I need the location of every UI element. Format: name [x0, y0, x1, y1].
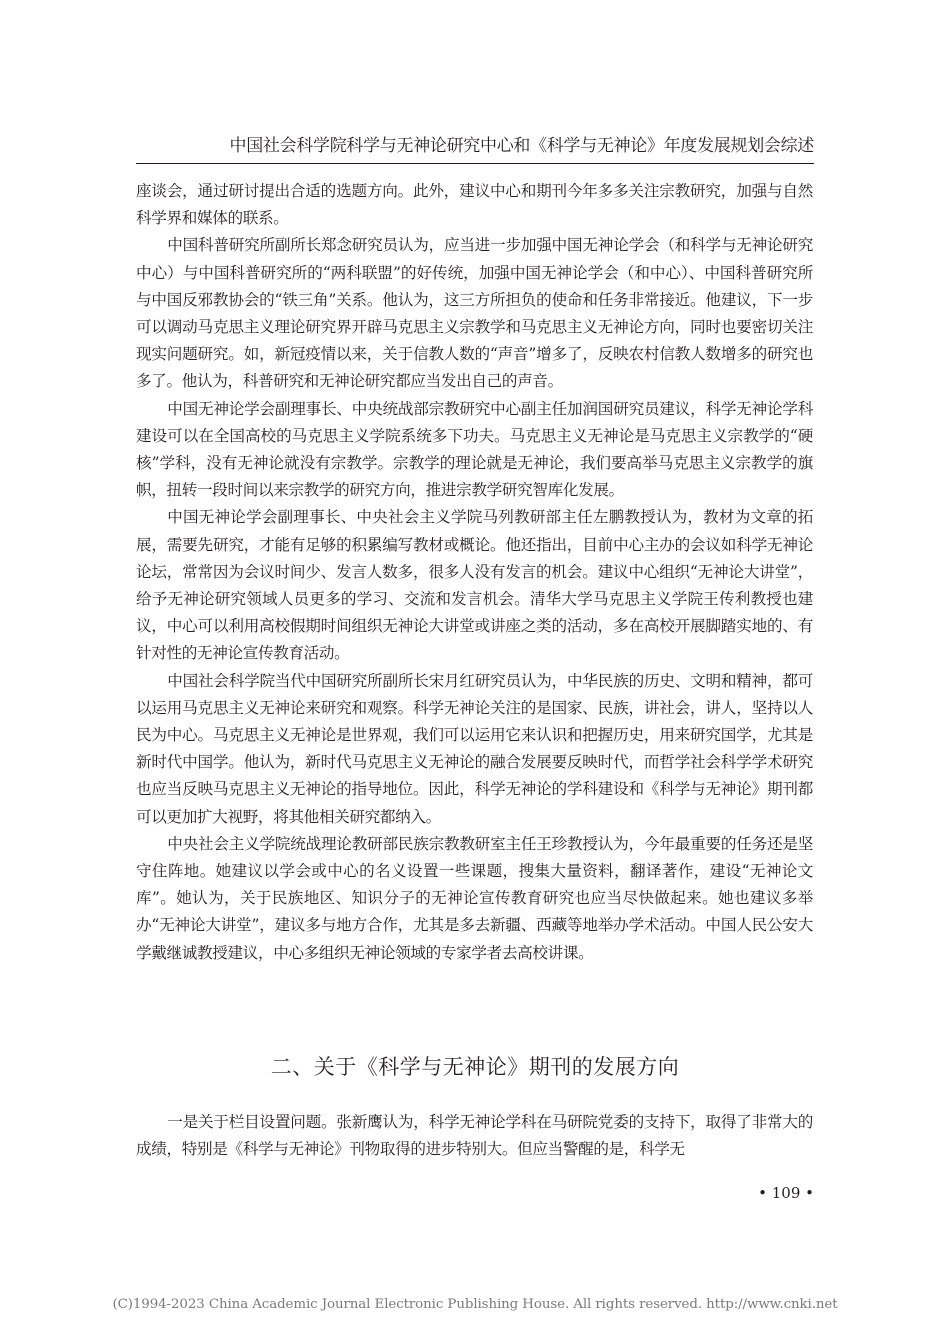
copyright-notice: (C)1994-2023 China Academic Journal Electronic Publishing House. All rights reserved. http://www.cnki.net [112, 1297, 838, 1312]
section-heading: 二、关于《科学与无神论》期刊的发展方向 [270, 1055, 680, 1079]
page-number: • 109 • [758, 1184, 814, 1202]
paragraph-column-setting: 一是关于栏目设置问题。张新鹰认为，科学无神论学科在马研院党委的支持下，取得了非常大的成绩，特别是《科学与无神论》刊物取得的进步特别大。但应当警醒的是，科学无 [136, 1113, 813, 1159]
section-text [136, 1109, 813, 1163]
paragraph-jia-runguo: 中国无神论学会副理事长、中央统战部宗教研究中心副主任加润国研究员建议，科学无神论学科建设可以在全国高校的马克思主义学院系统多下功夫。马克思主义无神论是马克思主义宗教学的“硬核”学科，没有无神论就没有宗教学。宗教学的理论就是无神论，我们要高举马克思主义宗教学的旗帜，扭转一段时间以来宗教学的研究方向，推进宗教学研究智库化发展。 [136, 399, 813, 500]
paragraph-zheng-nian: 中国科普研究所副所长郑念研究员认为，应当进一步加强中国无神论学会（和科学与无神论研究中心）与中国科普研究所的“两科联盟”的好传统，加强中国无神论学会（和中心）、中国科普研究所与中国反邪教协会的“铁三角”关系。他认为，这三方所担负的使命和任务非常接近。他建议，下一步可以调动马克思主义理论研究界开辟马克思主义宗教学和马克思主义无神论方向，同时也要密切关注现实问题研究。如，新冠疫情以来，关于信教人数的“声音”增多了，反映农村信教人数增多的研究也多了。他认为，科普研究和无神论研究都应当发出自己的声音。 [136, 236, 813, 391]
header-rule [136, 163, 814, 164]
paragraph-song-yuehong: 中国社会科学院当代中国研究所副所长宋月红研究员认为，中华民族的历史、文明和精神，都可以运用马克思主义无神论来研究和观察。科学无神论关注的是国家、民族，讲社会，讲人，坚持以人民为中心。马克思主义无神论是世界观，我们可以运用它来认识和把握历史，用来研究国学，尤其是新时代中国学。他认为，新时代马克思主义无神论的融合发展要反映时代，而哲学社会科学学术研究也应当反映马克思主义无神论的指导地位。因此，科学无神论的学科建设和《科学与无神论》期刊都可以更加扩大视野，将其他相关研究都纳入。 [136, 671, 813, 826]
main-text [136, 178, 813, 967]
paragraph-wang-zhen: 中央社会主义学院统战理论教研部民族宗教教研室主任王珍教授认为，今年最重要的任务还是坚守住阵地。她建议以学会或中心的名义设置一些课题，搜集大量资料，翻译著作，建设“无神论文库”。她认为，关于民族地区、知识分子的无神论宣传教育研究也应当尽快做起来。她也建议多举办“无神论大讲堂”，建议多与地方合作，尤其是多去新疆、西藏等地举办学术活动。中国人民公安大学戴继诚教授建议，中心多组织无神论领域的专家学者去高校讲课。 [136, 834, 813, 962]
running-header: 中国社会科学院科学与无神论研究中心和《科学与无神论》年度发展规划会综述 [229, 136, 814, 156]
paragraph-zuo-peng: 中国无神论学会副理事长、中央社会主义学院马列教研部主任左鹏教授认为，教材为文章的拓展，需要先研究，才能有足够的积累编写教材或概论。他还指出，目前中心主办的会议如科学无神论论坛，常常因为会议时间少、发言人数多，很多人没有发言的机会。建议中心组织“无神论大讲堂”，给予无神论研究领域人员更多的学习、交流和发言机会。清华大学马克思主义学院王传利教授也建议，中心可以利用高校假期时间组织无神论大讲堂或讲座之类的活动，多在高校开展脚踏实地的、有针对性的无神论宣传教育活动。 [136, 508, 813, 663]
paragraph-continued: 座谈会，通过研讨提出合适的选题方向。此外，建议中心和期刊今年多多关注宗教研究，加强与自然科学界和媒体的联系。 [136, 182, 813, 228]
